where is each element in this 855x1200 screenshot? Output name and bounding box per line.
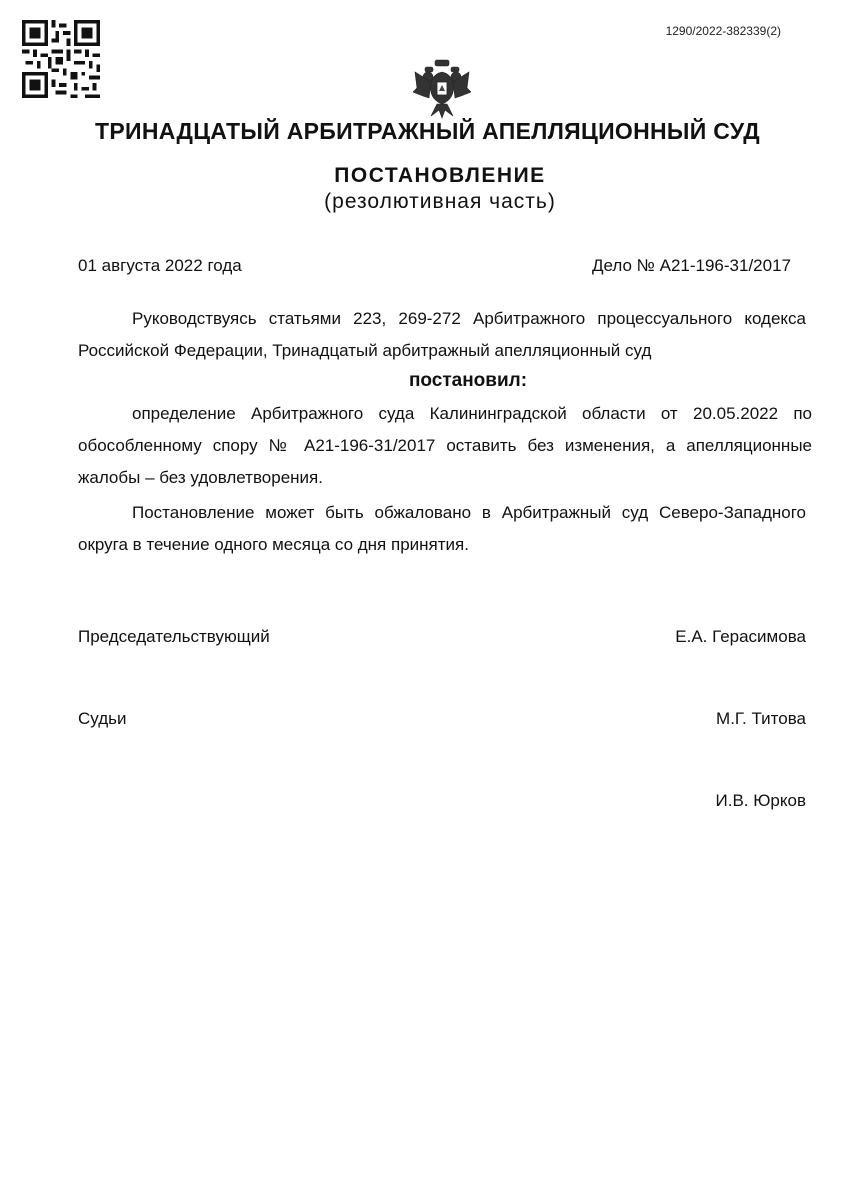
judge-name-2: И.В. Юрков bbox=[715, 791, 806, 810]
coat-of-arms-icon bbox=[413, 58, 471, 120]
document-type: ПОСТАНОВЛЕНИЕ bbox=[334, 164, 546, 187]
court-name: ТРИНАДЦАТЫЙ АРБИТРАЖНЫЙ АПЕЛЛЯЦИОННЫЙ СУД bbox=[95, 118, 760, 144]
decision-date: 01 августа 2022 года bbox=[78, 256, 242, 275]
judges-label: Судьи bbox=[78, 709, 127, 728]
presiding-label: Председательствующий bbox=[78, 627, 270, 646]
document-id: 1290/2022-382339(2) bbox=[665, 24, 781, 38]
presiding-name: Е.А. Герасимова bbox=[675, 627, 806, 646]
appeal-notice-paragraph: Постановление может быть обжаловано в Арбитражный суд Северо-Западного округа в течение одного месяца со дня принятия. bbox=[78, 503, 806, 554]
judge-name-1: М.Г. Титова bbox=[716, 709, 806, 728]
case-number: Дело № А21-196-31/2017 bbox=[591, 256, 791, 275]
preamble-paragraph: Руководствуясь статьями 223, 269-272 Арбитражного процессуального кодекса Российской Федерации, Тринадцатый арбитражный апелляционный суд bbox=[78, 309, 806, 360]
document-subtype: (резолютивная часть) bbox=[324, 190, 556, 213]
resolved-heading: постановил: bbox=[408, 370, 528, 391]
decision-paragraph: определение Арбитражного суда Калининградской области от 20.05.2022 по обособленному спору № А21-196-31/2017 оставить без изменения, а апелляционные жалобы – без удовлетворения. bbox=[78, 404, 812, 487]
qr-code-icon bbox=[22, 20, 100, 98]
